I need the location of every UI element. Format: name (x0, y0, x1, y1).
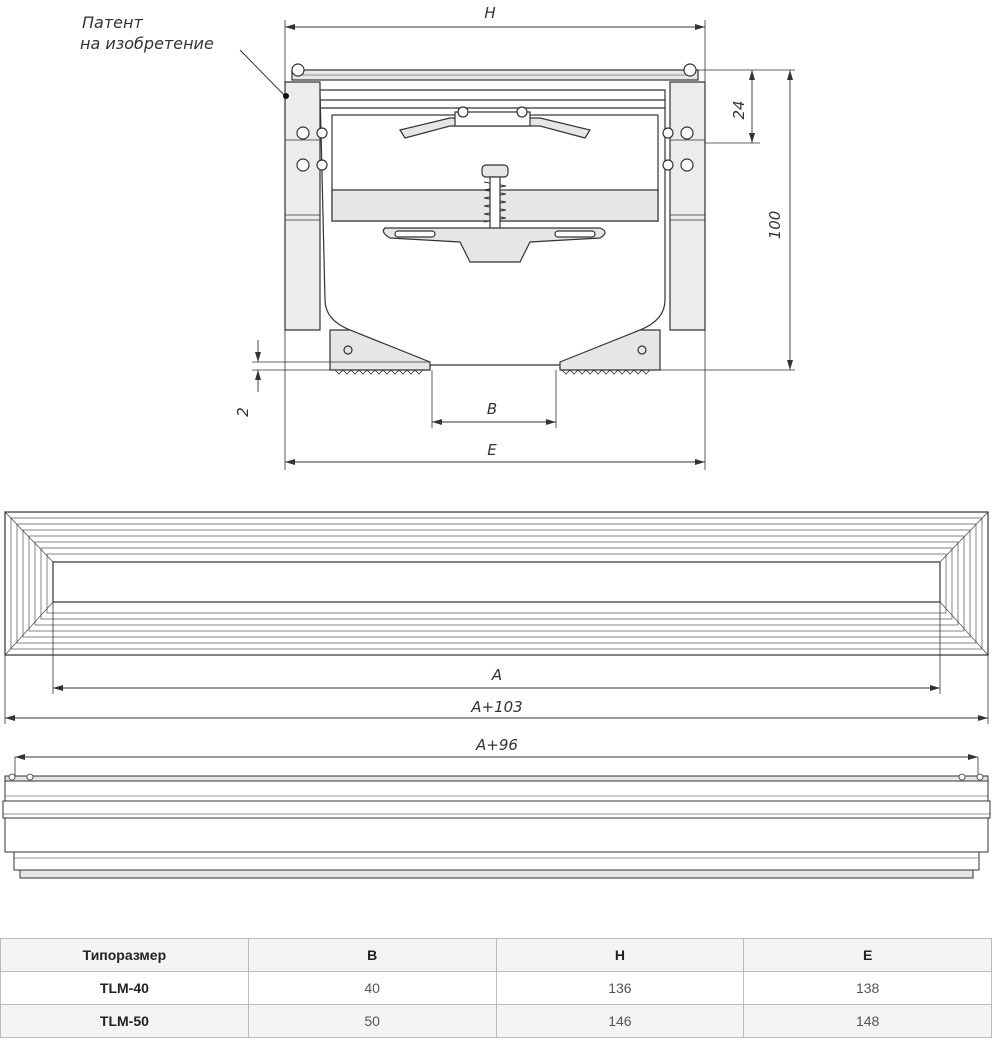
patent-callout (80, 13, 289, 99)
cell-e: 148 (744, 1005, 992, 1038)
cross-section-view (252, 20, 795, 470)
cell-b: 40 (248, 972, 496, 1005)
cell-model: TLM-50 (1, 1005, 249, 1038)
cell-model: TLM-40 (1, 972, 249, 1005)
dim-2-label: 2 (234, 407, 252, 417)
dim-a-label: A (491, 666, 503, 684)
cell-e: 138 (744, 972, 992, 1005)
table-header-row (1, 939, 992, 972)
header-h: H (496, 939, 744, 972)
dim-100-label: 100 (766, 210, 784, 240)
dim-h-label: H (484, 4, 496, 22)
header-size: Типоразмер (1, 939, 249, 972)
header-b: B (248, 939, 496, 972)
dim-a96-label: A+96 (476, 736, 518, 754)
header-e: E (744, 939, 992, 972)
callout-line-1: Патент (82, 13, 143, 32)
callout-line-2: на изобретение (80, 34, 214, 53)
dim-b-label: B (486, 400, 498, 418)
specs-table (0, 938, 992, 1038)
side-view (3, 757, 990, 878)
dim-e-label: E (487, 441, 497, 459)
cell-h: 146 (496, 1005, 744, 1038)
front-view (5, 512, 988, 724)
table-row (1, 972, 992, 1005)
cell-b: 50 (248, 1005, 496, 1038)
dim-24-label: 24 (730, 100, 748, 120)
dim-a103-label: A+103 (471, 698, 523, 716)
table-row (1, 1005, 992, 1038)
cell-h: 136 (496, 972, 744, 1005)
